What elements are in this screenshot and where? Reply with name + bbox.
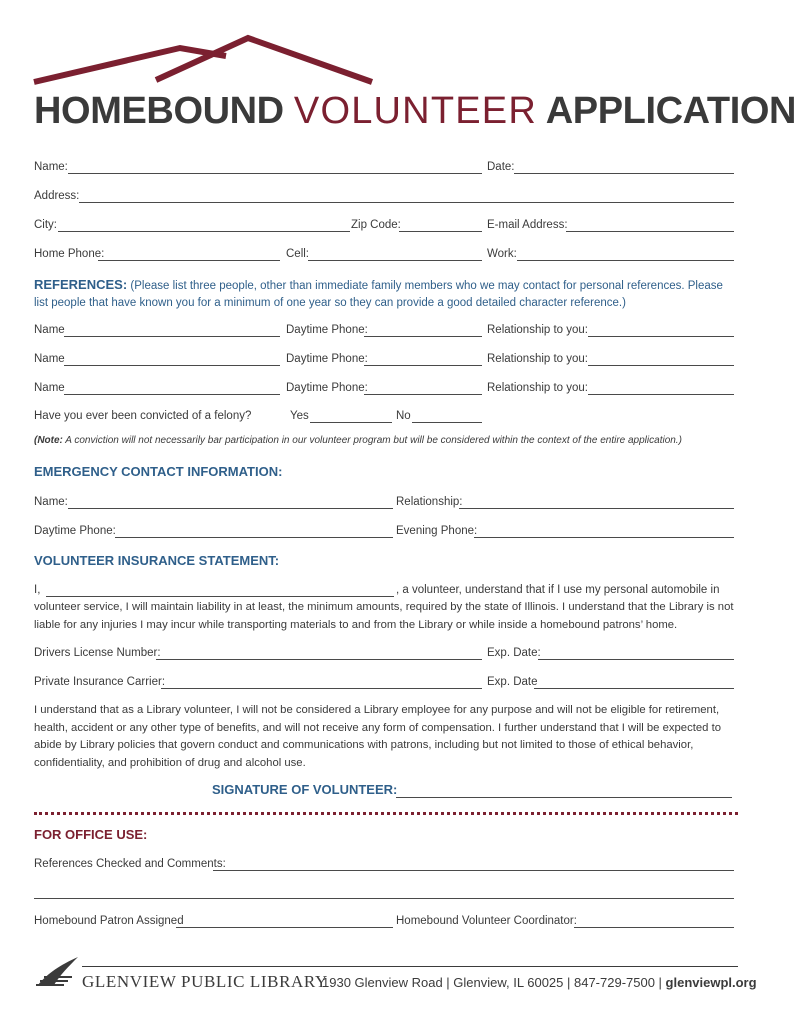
zip-field[interactable] [399, 231, 482, 232]
title-volunteer: VOLUNTEER [293, 90, 537, 132]
zip-label: Zip Code: [351, 219, 401, 231]
references-instructions-text: (Please list three people, other than immediate family members who we may contact for personal references. Please list people that have known you for a minimum of one year so they can provide a good detailed character reference.) [34, 280, 723, 309]
felony-yes-field[interactable] [310, 422, 392, 423]
cell-label: Cell: [286, 248, 310, 260]
signature-field[interactable] [396, 797, 732, 798]
reference-1-name-field[interactable] [64, 336, 280, 337]
felony-note [34, 435, 682, 446]
reference-1-name-label: Name [34, 324, 65, 336]
section-divider [34, 812, 738, 815]
city-label: City: [34, 219, 57, 231]
insurance-statement-text: volunteer service, I will maintain liability in at least, the minimum amounts, required by the state of Illinois. I understand that the Library is not liable for any injuries I may incur while transporting materials to and from the Library or while inside a homebound patrons’ home. [34, 601, 734, 631]
license-field[interactable] [156, 659, 482, 660]
references-instructions [34, 276, 734, 312]
insurance-i-label: I, [34, 584, 41, 596]
emergency-daytime-phone-label: Daytime Phone: [34, 525, 116, 537]
library-address-text: 1930 Glenview Road | Glenview, IL 60025 | 847-729-7500 | [322, 975, 666, 990]
roof-logo-graphic [30, 30, 380, 90]
reference-1-relationship-label: Relationship to you: [487, 324, 589, 336]
library-name: GLENVIEW PUBLIC LIBRARY [82, 972, 328, 991]
patron-assigned-field[interactable] [176, 927, 393, 928]
emergency-relationship-label: Relationship: [396, 496, 463, 508]
date-field[interactable] [514, 173, 734, 174]
address-field[interactable] [79, 202, 734, 203]
carrier-label: Private Insurance Carrier: [34, 676, 166, 688]
carrier-exp-field[interactable] [534, 688, 734, 689]
felony-question: Have you ever been convicted of a felony? [34, 410, 252, 422]
name-label: Name: [34, 161, 68, 173]
home-phone-field[interactable] [98, 260, 280, 261]
title-homebound: HOMEBOUND [34, 90, 284, 132]
email-field[interactable] [566, 231, 734, 232]
work-field[interactable] [517, 260, 734, 261]
reference-2-name-field[interactable] [64, 365, 280, 366]
felony-no-label: No [396, 410, 411, 422]
references-heading: REFERENCES: [34, 277, 128, 292]
license-exp-field[interactable] [538, 659, 734, 660]
signature-label: SIGNATURE OF VOLUNTEER: [212, 782, 398, 797]
emergency-evening-phone-label: Evening Phone: [396, 525, 478, 537]
patron-assigned-label: Homebound Patron Assigned [34, 915, 184, 927]
reference-2-phone-field[interactable] [364, 365, 482, 366]
insurance-heading: VOLUNTEER INSURANCE STATEMENT: [34, 553, 280, 568]
reference-3-phone-label: Daytime Phone: [286, 382, 368, 394]
reference-3-phone-field[interactable] [364, 394, 482, 395]
references-checked-field[interactable] [213, 870, 734, 871]
reference-2-relationship-field[interactable] [588, 365, 734, 366]
reference-2-name-label: Name [34, 353, 65, 365]
coordinator-field[interactable] [574, 927, 734, 928]
library-website-link[interactable]: glenviewpl.org [665, 975, 757, 990]
home-phone-label: Home Phone: [34, 248, 105, 260]
felony-no-field[interactable] [412, 422, 482, 423]
footer-rule [82, 966, 738, 967]
felony-note-bold: (Note: [34, 435, 63, 446]
understanding-text: I understand that as a Library volunteer, I will not be considered a Library employee for any purpose and will not be eligible for retirement, health, accident or any other type of benefits, and will not receive any form of compensation. I further understand that I will be expected to abide by Library policies that govern conduct and communications with patrons, including but not limited to those of ethical behavior, confidentiality, and prohibition of drug and alcohol use. [34, 704, 721, 769]
reference-1-phone-label: Daytime Phone: [286, 324, 368, 336]
office-use-heading: FOR OFFICE USE: [34, 827, 148, 842]
reference-1-relationship-field[interactable] [588, 336, 734, 337]
emergency-daytime-phone-field[interactable] [115, 537, 393, 538]
date-label: Date: [487, 161, 515, 173]
emergency-name-label: Name: [34, 496, 68, 508]
emergency-relationship-field[interactable] [459, 508, 734, 509]
form-title [34, 88, 796, 134]
library-address [322, 975, 757, 990]
reference-2-phone-label: Daytime Phone: [286, 353, 368, 365]
name-field[interactable] [68, 173, 482, 174]
reference-3-relationship-field[interactable] [588, 394, 734, 395]
reference-3-name-label: Name [34, 382, 65, 394]
reference-1-phone-field[interactable] [364, 336, 482, 337]
emergency-heading: EMERGENCY CONTACT INFORMATION: [34, 464, 283, 479]
felony-yes-label: Yes [290, 410, 309, 422]
emergency-evening-phone-field[interactable] [474, 537, 734, 538]
emergency-name-field[interactable] [68, 508, 393, 509]
license-label: Drivers License Number: [34, 647, 161, 659]
felony-note-text: A conviction will not necessarily bar participation in our volunteer program but will be considered within the context of the entire application.) [62, 435, 682, 446]
reference-2-relationship-label: Relationship to you: [487, 353, 589, 365]
cell-field[interactable] [308, 260, 482, 261]
carrier-field[interactable] [161, 688, 482, 689]
references-comments-field[interactable] [34, 898, 734, 899]
work-label: Work: [487, 248, 517, 260]
city-field[interactable] [58, 231, 350, 232]
title-application: APPLICATION [545, 90, 796, 132]
email-label: E-mail Address: [487, 219, 568, 231]
carrier-exp-label: Exp. Date [487, 676, 538, 688]
coordinator-label: Homebound Volunteer Coordinator: [396, 915, 577, 927]
reference-3-relationship-label: Relationship to you: [487, 382, 589, 394]
references-checked-label: References Checked and Comments: [34, 858, 226, 870]
volunteer-name-field[interactable] [46, 596, 394, 597]
reference-3-name-field[interactable] [64, 394, 280, 395]
insurance-statement-line1: , a volunteer, understand that if I use my personal automobile in [396, 584, 720, 596]
address-label: Address: [34, 190, 80, 202]
license-exp-label: Exp. Date: [487, 647, 541, 659]
library-logo-icon [34, 955, 80, 989]
